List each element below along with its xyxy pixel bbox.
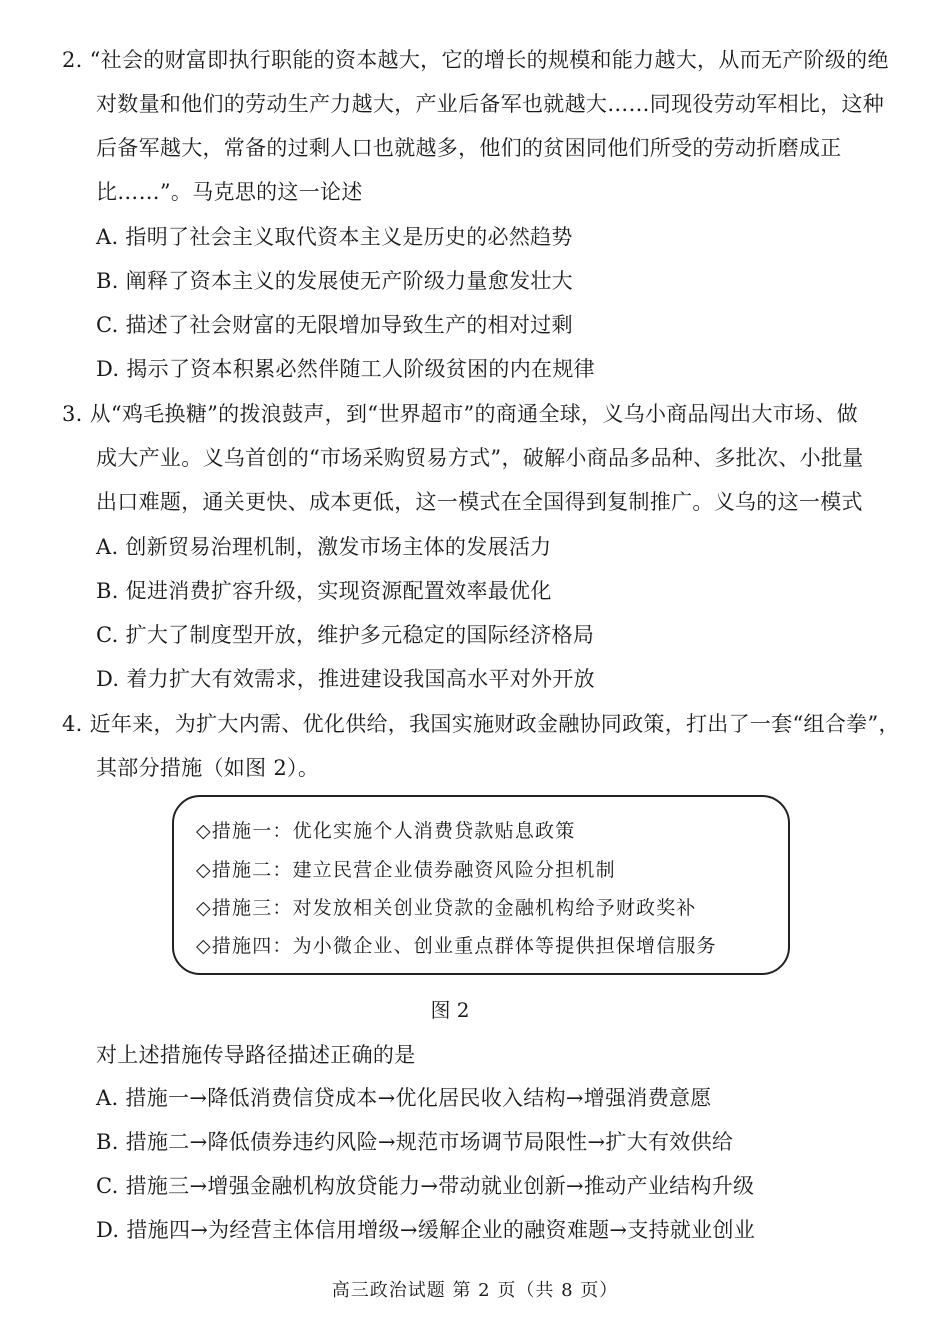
q3-stem-line-1: 3. 从“鸡毛换糖”的拨浪鼓声，到“世界超市”的商通全球，义乌小商品闯出大市场、做: [62, 402, 858, 426]
q2-stem-line-2: 对数量和他们的劳动生产力越大，产业后备军也就越大……同现役劳动军相比，这种: [96, 92, 885, 116]
q3-stem-line-2: 成大产业。义乌首创的“市场采购贸易方式”，破解小商品多品种、多批次、小批量: [96, 446, 864, 470]
q4-option-c: C. 措施三→增强金融机构放贷能力→带动就业创新→推动产业结构升级: [96, 1174, 755, 1198]
figure-caption: 图 2: [430, 998, 470, 1022]
q2-stem-line-3: 后备军越大，常备的过剩人口也就越多，他们的贫困同他们所受的劳动折磨成正: [96, 136, 842, 160]
q2-option-a: A. 指明了社会主义取代资本主义是历史的必然趋势: [96, 225, 573, 249]
q2-option-c: C. 描述了社会财富的无限增加导致生产的相对过剩: [96, 313, 573, 337]
q4-option-b: B. 措施二→降低债券违约风险→规范市场调节局限性→扩大有效供给: [96, 1130, 734, 1154]
q3-option-d: D. 着力扩大有效需求，推进建设我国高水平对外开放: [96, 667, 595, 691]
measure-2: ◇措施二：建立民营企业债券融资风险分担机制: [196, 859, 616, 881]
q2-option-d: D. 揭示了资本积累必然伴随工人阶级贫困的内在规律: [96, 357, 595, 381]
measure-4: ◇措施四：为小微企业、创业重点群体等提供担保增信服务: [196, 935, 717, 957]
page-footer: 高三政治试题 第 2 页（共 8 页）: [331, 1280, 619, 1301]
q2-option-b: B. 阐释了资本主义的发展使无产阶级力量愈发壮大: [96, 269, 573, 293]
q4-option-d: D. 措施四→为经营主体信用增级→缓解企业的融资难题→支持就业创业: [96, 1218, 756, 1242]
q4-question: 对上述措施传导路径描述正确的是: [96, 1043, 416, 1067]
q3-option-c: C. 扩大了制度型开放，维护多元稳定的国际经济格局: [96, 623, 595, 647]
q3-option-a: A. 创新贸易治理机制，激发市场主体的发展活力: [96, 535, 552, 559]
measure-3: ◇措施三：对发放相关创业贷款的金融机构给予财政奖补: [196, 897, 697, 919]
measures-figure-box: [172, 795, 790, 975]
q3-stem-line-3: 出口难题，通关更快、成本更低，这一模式在全国得到复制推广。义乌的这一模式: [96, 490, 863, 514]
measure-1: ◇措施一：优化实施个人消费贷款贴息政策: [196, 820, 576, 842]
q2-stem-line-1: 2. “社会的财富即执行职能的资本越大，它的增长的规模和能力越大，从而无产阶级的绝: [62, 48, 889, 72]
q4-stem-line-1: 4. 近年来，为扩大内需、优化供给，我国实施财政金融协同政策，打出了一套“组合拳”，: [62, 712, 900, 736]
q2-stem-line-4: 比……”。马克思的这一论述: [96, 180, 363, 204]
q4-option-a: A. 措施一→降低消费信贷成本→优化居民收入结构→增强消费意愿: [96, 1086, 712, 1110]
q3-option-b: B. 促进消费扩容升级，实现资源配置效率最优化: [96, 579, 552, 603]
q4-stem-line-2: 其部分措施（如图 2）。: [96, 756, 320, 780]
